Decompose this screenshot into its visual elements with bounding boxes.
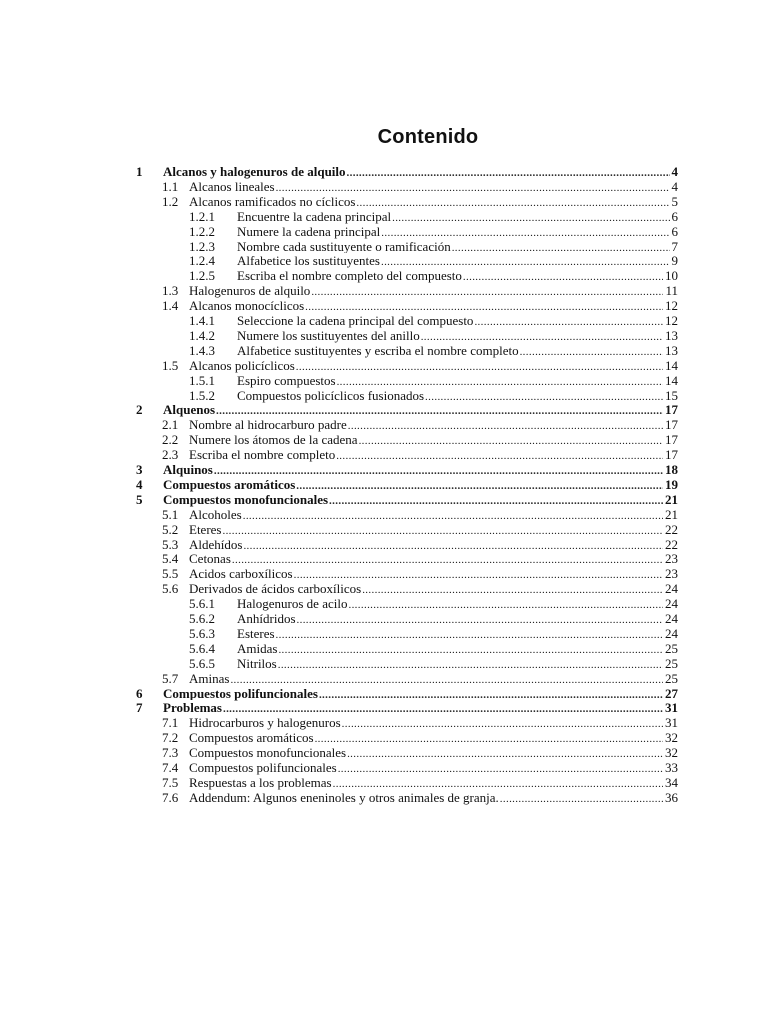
toc-entry[interactable] [0, 358, 768, 373]
toc-entry-page-number: 31 [665, 715, 678, 731]
toc-entry[interactable] [0, 253, 768, 268]
toc-entry-title: Respuestas a los problemas [189, 774, 332, 790]
toc-entry-title: Aldehídos [189, 536, 243, 552]
toc-entry-page-number: 13 [665, 342, 678, 358]
toc-entry-number: 1.2.1 [189, 208, 215, 224]
toc-entry[interactable] [0, 268, 768, 283]
toc-entry-number: 2.2 [162, 432, 179, 448]
toc-entry-title: Numere la cadena principal [237, 223, 381, 239]
toc-entry-number: 7 [136, 700, 143, 716]
toc-entry[interactable] [0, 745, 768, 760]
toc-entry-number: 1.5.1 [189, 372, 215, 388]
toc-entry-number: 1.2.5 [189, 268, 215, 284]
toc-entry[interactable] [0, 641, 768, 656]
toc-entry-page-number: 7 [671, 238, 678, 254]
toc-entry[interactable] [0, 462, 768, 477]
toc-entry[interactable] [0, 477, 768, 492]
toc-entry-page-number: 22 [665, 521, 678, 537]
toc-entry[interactable] [0, 283, 768, 298]
toc-entry-number: 1.5.2 [189, 387, 215, 403]
toc-entry-number: 5.7 [162, 670, 179, 686]
toc-entry-number: 1.4 [162, 298, 179, 314]
toc-entry-title: Compuestos monofuncionales [163, 491, 329, 507]
toc-entry-page-number: 6 [671, 223, 678, 239]
toc-entry-number: 1.4.3 [189, 342, 215, 358]
toc-entry[interactable] [0, 179, 768, 194]
dot-leader [500, 792, 663, 807]
toc-entry-page-number: 17 [665, 432, 678, 448]
toc-entry-title: Compuestos policíclicos fusionados [237, 387, 425, 403]
toc-entry[interactable] [0, 402, 768, 417]
toc-entry[interactable] [0, 164, 768, 179]
toc-entry-page-number: 10 [665, 268, 678, 284]
toc-entry-number: 7.2 [162, 730, 179, 746]
toc-entry-number: 5.4 [162, 551, 179, 567]
toc-entry[interactable] [0, 566, 768, 581]
toc-entry[interactable] [0, 373, 768, 388]
toc-entry-number: 5.2 [162, 521, 179, 537]
toc-entry-page-number: 32 [665, 745, 678, 761]
toc-entry[interactable] [0, 417, 768, 432]
toc-entry-number: 1.2.4 [189, 253, 215, 269]
toc-entry[interactable] [0, 790, 768, 805]
toc-entry-title: Compuestos aromáticos [189, 730, 314, 746]
toc-entry-title: Compuestos aromáticos [163, 476, 296, 492]
toc-entry[interactable] [0, 388, 768, 403]
toc-entry-number: 2.1 [162, 417, 179, 433]
toc-entry-number: 5.6.5 [189, 655, 215, 671]
toc-entry-page-number: 31 [665, 700, 678, 716]
toc-entry-title: Addendum: Algunos eneninoles y otros animales de granja. [189, 789, 499, 805]
toc-entry-title: Alfabetice sustituyentes y escriba el nombre completo [237, 342, 519, 358]
toc-entry-title: Halogenuros de alquilo [189, 283, 311, 299]
toc-entry-number: 3 [136, 462, 143, 477]
page-title: Contenido [377, 126, 479, 148]
toc-entry-title: Compuestos monofuncionales [189, 745, 347, 761]
toc-entry-page-number: 32 [665, 730, 678, 746]
toc-entry-number: 1.5 [162, 357, 179, 373]
toc-entry-number: 1.1 [162, 178, 179, 194]
toc-entry-number: 5.5 [162, 566, 179, 582]
toc-entry-number: 1.4.1 [189, 313, 215, 328]
toc-entry[interactable] [0, 626, 768, 641]
toc-entry[interactable] [0, 343, 768, 358]
toc-entry-page-number: 21 [665, 506, 678, 522]
toc-entry-page-number: 9 [671, 253, 678, 269]
toc-entry[interactable] [0, 611, 768, 626]
toc-entry-page-number: 14 [665, 357, 678, 373]
toc-entry-page-number: 19 [665, 476, 678, 492]
toc-entry-page-number: 24 [665, 611, 678, 626]
toc-entry-number: 5.6.2 [189, 611, 215, 626]
toc-entry-page-number: 24 [665, 581, 678, 597]
toc-entry[interactable] [0, 209, 768, 224]
toc-entry-number: 1.2.2 [189, 223, 215, 239]
toc-entry-page-number: 25 [665, 670, 678, 686]
toc-entry-number: 4 [136, 476, 143, 492]
toc-entry-number: 5 [136, 491, 143, 507]
toc-entry-number: 7.3 [162, 745, 179, 761]
toc-entry[interactable] [0, 596, 768, 611]
toc-entry-page-number: 18 [665, 462, 678, 477]
toc-entry-number: 1 [136, 164, 143, 179]
toc-entry-title: Escriba el nombre completo del compuesto [237, 268, 462, 284]
toc-entry-page-number: 34 [665, 774, 678, 790]
toc-entry-title: Alfabetice los sustituyentes [237, 253, 380, 269]
toc-entry-title: Numere los sustituyentes del anillo [237, 327, 420, 343]
toc-entry-page-number: 17 [665, 447, 678, 463]
toc-entry-page-number: 33 [665, 760, 678, 775]
toc-entry-title: Amidas [237, 640, 278, 656]
toc-entry-title: Anhídridos [237, 611, 296, 626]
toc-entry-page-number: 27 [665, 685, 678, 701]
toc-entry-number: 1.2 [162, 193, 179, 209]
toc-entry-page-number: 24 [665, 596, 678, 612]
toc-entry-page-number: 5 [671, 193, 678, 209]
toc-entry[interactable] [0, 686, 768, 701]
toc-entry-title: Aminas [189, 670, 230, 686]
toc-entry[interactable] [0, 432, 768, 447]
toc-entry-title: Cetonas [189, 551, 231, 567]
toc-entry-title: Numere los átomos de la cadena [189, 432, 358, 448]
toc-entry-number: 1.3 [162, 283, 179, 299]
toc-entry-number: 7.5 [162, 774, 179, 790]
toc-entry[interactable] [0, 224, 768, 239]
toc-entry-title: Encuentre la cadena principal [237, 208, 392, 224]
toc-entry-number: 1.2.3 [189, 238, 215, 254]
toc-entry-number: 5.6.4 [189, 640, 215, 656]
toc-entry[interactable] [0, 551, 768, 566]
toc-entry[interactable] [0, 313, 768, 328]
toc-entry-title: Nitrilos [237, 655, 277, 671]
toc-entry-title: Problemas [163, 700, 222, 716]
toc-entry-page-number: 11 [665, 283, 678, 299]
toc-entry-page-number: 23 [665, 551, 678, 567]
toc-entry-title: Hidrocarburos y halogenuros [189, 715, 341, 731]
toc-entry-title: Alquenos [163, 402, 216, 418]
toc-entry[interactable] [0, 298, 768, 313]
toc-entry[interactable] [0, 700, 768, 715]
toc-entry-number: 5.1 [162, 506, 179, 522]
toc-entry-number: 7.6 [162, 789, 179, 805]
toc-entry[interactable] [0, 447, 768, 462]
toc-entry[interactable] [0, 194, 768, 209]
toc-entry[interactable] [0, 492, 768, 507]
toc-entry[interactable] [0, 730, 768, 745]
toc-entry-page-number: 25 [665, 640, 678, 656]
toc-entry-number: 5.6.1 [189, 596, 215, 612]
toc-entry-page-number: 17 [665, 402, 678, 418]
toc-entry-page-number: 15 [665, 387, 678, 403]
toc-entry-number: 1.4.2 [189, 327, 215, 343]
toc-entry[interactable] [0, 537, 768, 552]
toc-entry-page-number: 21 [665, 491, 678, 507]
toc-entry-title: Escriba el nombre completo [189, 447, 336, 463]
toc-entry-title: Esteres [237, 625, 275, 641]
toc-entry[interactable] [0, 671, 768, 686]
toc-entry-title: Espiro compuestos [237, 372, 336, 388]
toc-entry-number: 7.1 [162, 715, 179, 731]
toc-entry-page-number: 17 [665, 417, 678, 433]
toc-entry-page-number: 23 [665, 566, 678, 582]
toc-entry[interactable] [0, 775, 768, 790]
toc-entry-page-number: 4 [671, 164, 678, 179]
toc-entry[interactable] [0, 507, 768, 522]
toc-entry[interactable] [0, 656, 768, 671]
toc-entry-page-number: 13 [665, 327, 678, 343]
toc-entry-title: Eteres [189, 521, 222, 537]
toc-entry-title: Alcoholes [189, 506, 242, 522]
toc-entry-title: Alcanos lineales [189, 178, 275, 194]
toc-entry[interactable] [0, 239, 768, 254]
toc-entry-title: Derivados de ácidos carboxílicos [189, 581, 362, 597]
toc-entry-title: Compuestos polifuncionales [189, 760, 337, 775]
toc-entry-page-number: 24 [665, 625, 678, 641]
toc-entry-page-number: 22 [665, 536, 678, 552]
toc-entry-title: Alcanos y halogenuros de alquilo [163, 164, 346, 179]
toc-entry[interactable] [0, 581, 768, 596]
toc-entry-title: Nombre al hidrocarburo padre [189, 417, 347, 433]
toc-entry-page-number: 14 [665, 372, 678, 388]
toc-entry-page-number: 12 [665, 298, 678, 314]
toc-entry-number: 5.3 [162, 536, 179, 552]
toc-entry[interactable] [0, 715, 768, 730]
toc-entry-page-number: 12 [665, 313, 678, 328]
toc-entry-title: Acidos carboxílicos [189, 566, 293, 582]
toc-entry-page-number: 4 [671, 178, 678, 194]
toc-entry[interactable] [0, 328, 768, 343]
toc-entry-page-number: 6 [671, 208, 678, 224]
toc-entry-title: Nombre cada sustituyente o ramificación [237, 238, 451, 254]
toc-entry-title: Alquinos [163, 462, 213, 477]
toc-entry-page-number: 25 [665, 655, 678, 671]
toc-entry-title: Alcanos policíclicos [189, 357, 295, 373]
toc-entry-title: Alcanos monocíclicos [189, 298, 305, 314]
toc-entry[interactable] [0, 522, 768, 537]
toc-entry-title: Compuestos polifuncionales [163, 685, 318, 701]
toc-entry-number: 2.3 [162, 447, 179, 463]
toc-entry-title: Alcanos ramificados no cíclicos [189, 193, 356, 209]
toc-entry-number: 7.4 [162, 760, 179, 775]
toc-entry-number: 6 [136, 685, 143, 701]
toc-entry[interactable] [0, 760, 768, 775]
toc-entry-title: Halogenuros de acilo [237, 596, 348, 612]
toc-entry-page-number: 36 [665, 789, 678, 805]
toc-entry-number: 2 [136, 402, 143, 418]
toc-entry-title: Seleccione la cadena principal del compuesto [237, 313, 474, 328]
toc-entry-number: 5.6 [162, 581, 179, 597]
toc-entry-number: 5.6.3 [189, 625, 215, 641]
